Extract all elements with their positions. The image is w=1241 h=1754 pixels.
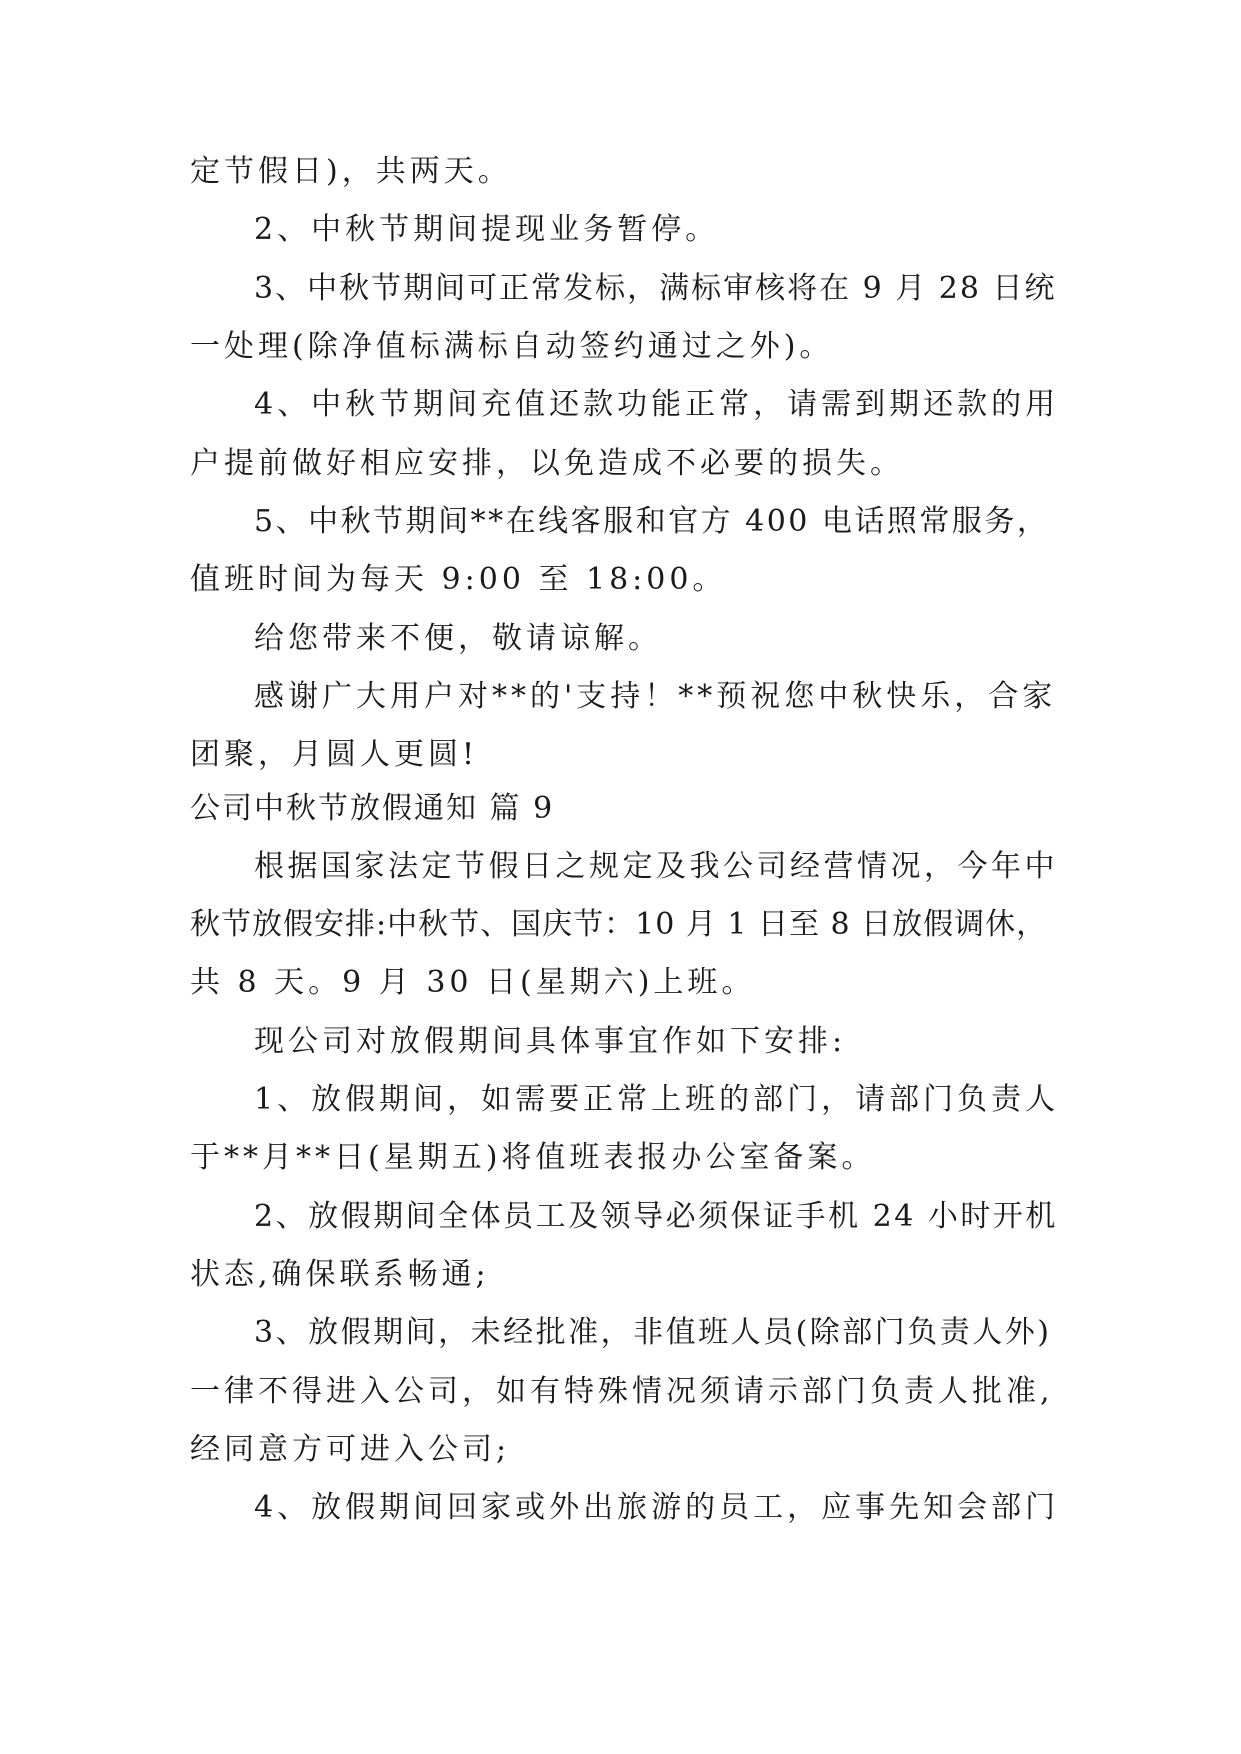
- text-line: 3、放假期间，未经批准，非值班人员(除部门负责人外): [254, 1315, 1052, 1350]
- text-line: 值班时间为每天 9:00 至 18:00。: [190, 562, 727, 597]
- text-line: 一律不得进入公司，如有特殊情况须请示部门负责人批准,: [190, 1374, 1054, 1409]
- section-heading: 公司中秋节放假通知 篇 9: [190, 791, 555, 826]
- text-line: 共 8 天。9 月 30 日(星期六)上班。: [190, 965, 756, 1000]
- text-line: 状态,确保联系畅通;: [190, 1257, 490, 1292]
- text-line: 秋节放假安排:中秋节、国庆节：10 月 1 日至 8 日放假调休，: [190, 907, 1048, 942]
- text-line: 团聚，月圆人更圆!: [190, 737, 479, 772]
- text-line: 1、放假期间，如需要正常上班的部门，请部门负责人: [254, 1082, 1060, 1117]
- text-line: 感谢广大用户对**的'支持！**预祝您中秋快乐，合家: [254, 679, 1057, 714]
- text-line: 给您带来不便，敬请谅解。: [254, 621, 662, 656]
- text-line: 一处理(除净值标满标自动签约通过之外)。: [190, 329, 834, 364]
- text-line: 4、中秋节期间充值还款功能正常，请需到期还款的用: [254, 387, 1060, 422]
- text-line: 经同意方可进入公司;: [190, 1432, 511, 1467]
- text-line: 定节假日)，共两天。: [190, 154, 512, 189]
- text-line: 户提前做好相应安排，以免造成不必要的损失。: [190, 446, 904, 481]
- text-line: 4、放假期间回家或外出旅游的员工，应事先知会部门: [254, 1490, 1060, 1525]
- text-line: 于**月**日(星期五)将值班表报办公室备案。: [190, 1140, 876, 1175]
- text-line: 5、中秋节期间**在线客服和官方 400 电话照常服务，: [254, 504, 1050, 539]
- text-line: 根据国家法定节假日之规定及我公司经营情况，今年中: [254, 849, 1058, 884]
- text-line: 2、中秋节期间提现业务暂停。: [254, 212, 720, 247]
- text-line: 3、中秋节期间可正常发标，满标审核将在 9 月 28 日统: [254, 271, 1057, 306]
- text-line: 现公司对放假期间具体事宜作如下安排:: [254, 1024, 847, 1059]
- text-line: 2、放假期间全体员工及领导必须保证手机 24 小时开机: [254, 1199, 1058, 1234]
